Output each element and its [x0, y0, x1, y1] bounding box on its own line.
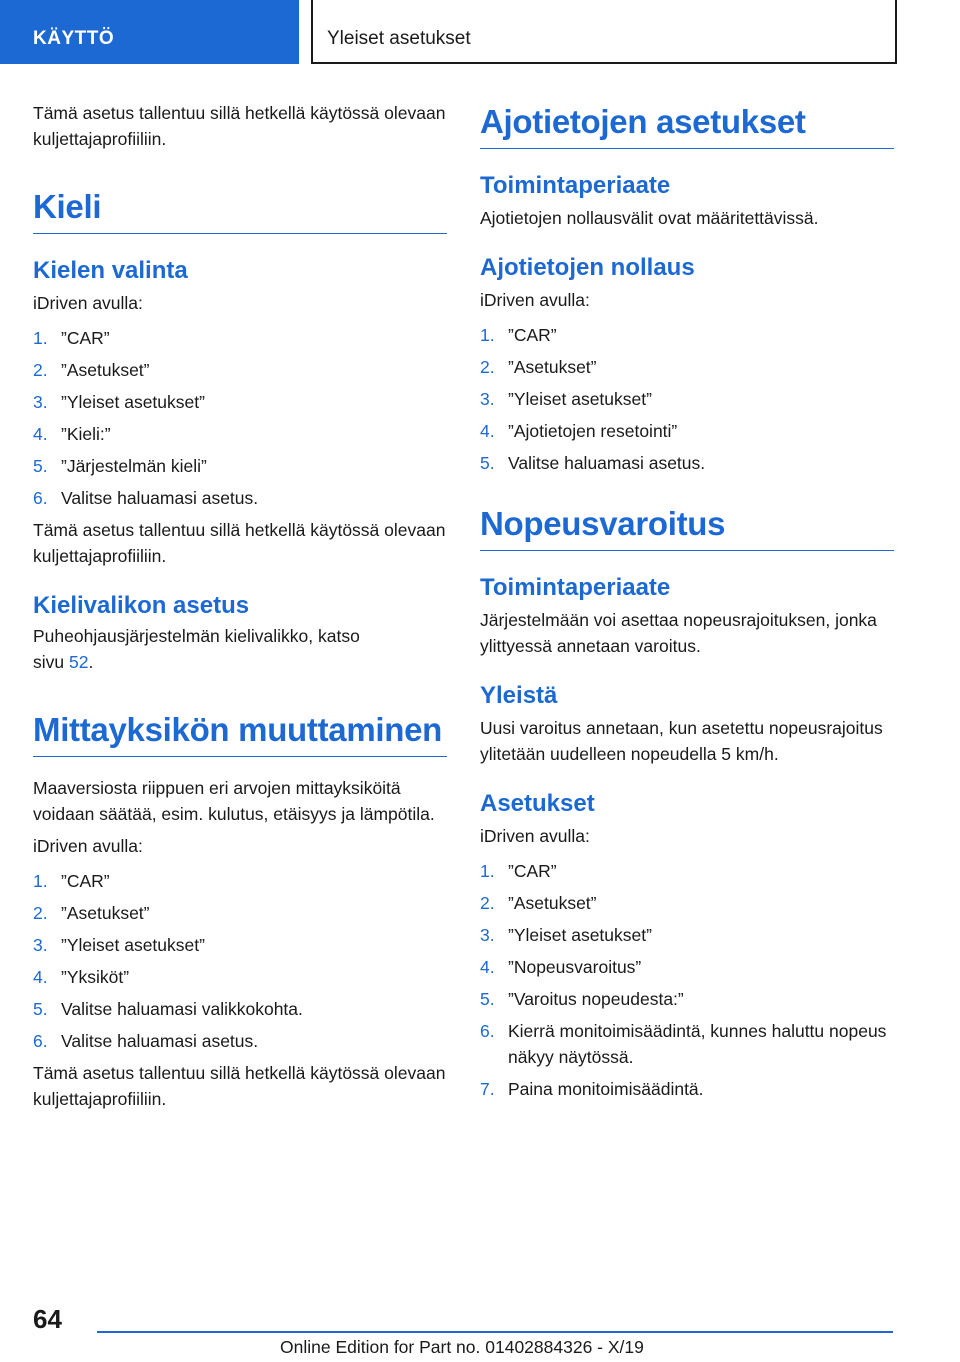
list-item: 2. ”Asetukset” [33, 360, 150, 380]
list-item: 1. ”CAR” [480, 325, 557, 345]
list-item: 2. ”Asetukset” [480, 893, 597, 913]
left-column [33, 100, 447, 1112]
header-title-box [311, 0, 897, 64]
list-item: 5. ”Varoitus nopeudesta:” [480, 989, 684, 1009]
footer-divider [97, 1331, 893, 1333]
list-item: 4. ”Kieli:” [33, 424, 111, 444]
list-item: 4. ”Ajotietojen resetointi” [480, 421, 678, 441]
heading-toimintaperiaate-ajotiedot: Toimintaperiaate [480, 172, 671, 199]
list-item: 5. ”Järjestelmän kieli” [33, 456, 207, 476]
mittayksikko-intro: Maaversiosta riippuen eri arvojen mittayksiköitä voidaan säätää, esim. kulutus, etäisyys ja lämpötila. [33, 778, 435, 824]
list-item: 1. ”CAR” [33, 328, 110, 348]
intro-paragraph: Tämä asetus tallentuu sillä hetkellä käytössä olevaan kuljettajaprofiiliin. [33, 103, 446, 149]
list-item: 3. ”Yleiset asetukset” [33, 935, 205, 955]
yleista-text: Uusi varoitus annetaan, kun asetettu nopeusrajoitus ylitetään uudelleen nopeudella 5 km/h. [480, 718, 883, 764]
heading-mittayksikon-muuttaminen: Mittayksikön muuttaminen [33, 710, 447, 757]
heading-kieli: Kieli [33, 187, 447, 234]
header-section-tab [0, 0, 299, 64]
header-section-label: KÄYTTÖ [33, 28, 115, 49]
list-item: 6. Kierrä monitoimisäädintä, kunnes haluttu nopeus näkyy näytössä. [480, 1021, 887, 1067]
heading-asetukset: Asetukset [480, 790, 595, 817]
page-number: 64 [33, 1304, 62, 1334]
page-reference-link[interactable]: 52 [69, 652, 89, 672]
ajotietojen-nollaus-intro: iDriven avulla: [480, 290, 590, 310]
heading-kielivalikon-asetus: Kielivalikon asetus [33, 592, 250, 619]
list-item: 5. Valitse haluamasi asetus. [480, 453, 706, 473]
list-item: 3. ”Yleiset asetukset” [480, 389, 652, 409]
ajotiedot-periaate-text: Ajotietojen nollausvälit ovat määritettävissä. [480, 208, 819, 228]
heading-ajotietojen-nollaus: Ajotietojen nollaus [480, 254, 695, 281]
list-item: 2. ”Asetukset” [480, 357, 597, 377]
list-item: 6. Valitse haluamasi asetus. [33, 488, 259, 508]
list-item: 1. ”CAR” [33, 871, 110, 891]
mittayksikko-note: Tämä asetus tallentuu sillä hetkellä käytössä olevaan kuljettajaprofiiliin. [33, 1063, 446, 1109]
list-item: 4. ”Nopeusvaroitus” [480, 957, 642, 977]
mittayksikko-steps [33, 868, 447, 1054]
mittayksikko-intro-2: iDriven avulla: [33, 836, 143, 856]
heading-nopeusvaroitus: Nopeusvaroitus [480, 504, 894, 551]
nopeus-periaate-text: Järjestelmään voi asettaa nopeusrajoituksen, jonka ylittyessä annetaan varoitus. [480, 610, 877, 656]
list-item: 3. ”Yleiset asetukset” [33, 392, 205, 412]
list-item: 2. ”Asetukset” [33, 903, 150, 923]
list-item: 6. Valitse haluamasi asetus. [33, 1031, 259, 1051]
footer-edition: Online Edition for Part no. 01402884326 - X/19 [280, 1337, 644, 1357]
heading-yleista: Yleistä [480, 682, 558, 709]
list-item: 7. Paina monitoimisäädintä. [480, 1079, 704, 1099]
list-item: 4. ”Yksiköt” [33, 967, 130, 987]
list-item: 5. Valitse haluamasi valikkokohta. [33, 999, 303, 1019]
kielen-valinta-steps [33, 325, 447, 511]
list-item: 1. ”CAR” [480, 861, 557, 881]
heading-ajotietojen-asetukset: Ajotietojen asetukset [480, 102, 894, 149]
header-title: Yleiset asetukset [327, 28, 471, 49]
kielivalikko-text: Puheohjausjärjestelmän kielivalikko, katso sivu 52. [33, 626, 360, 672]
heading-toimintaperiaate-nopeus: Toimintaperiaate [480, 574, 671, 601]
right-column [480, 102, 894, 1108]
ajotietojen-nollaus-steps [480, 322, 894, 476]
asetukset-steps [480, 858, 894, 1102]
heading-kielen-valinta: Kielen valinta [33, 257, 188, 284]
asetukset-intro: iDriven avulla: [480, 826, 590, 846]
list-item: 3. ”Yleiset asetukset” [480, 925, 652, 945]
kielen-valinta-intro: iDriven avulla: [33, 293, 143, 313]
kielen-valinta-note: Tämä asetus tallentuu sillä hetkellä käytössä olevaan kuljettajaprofiiliin. [33, 520, 446, 566]
